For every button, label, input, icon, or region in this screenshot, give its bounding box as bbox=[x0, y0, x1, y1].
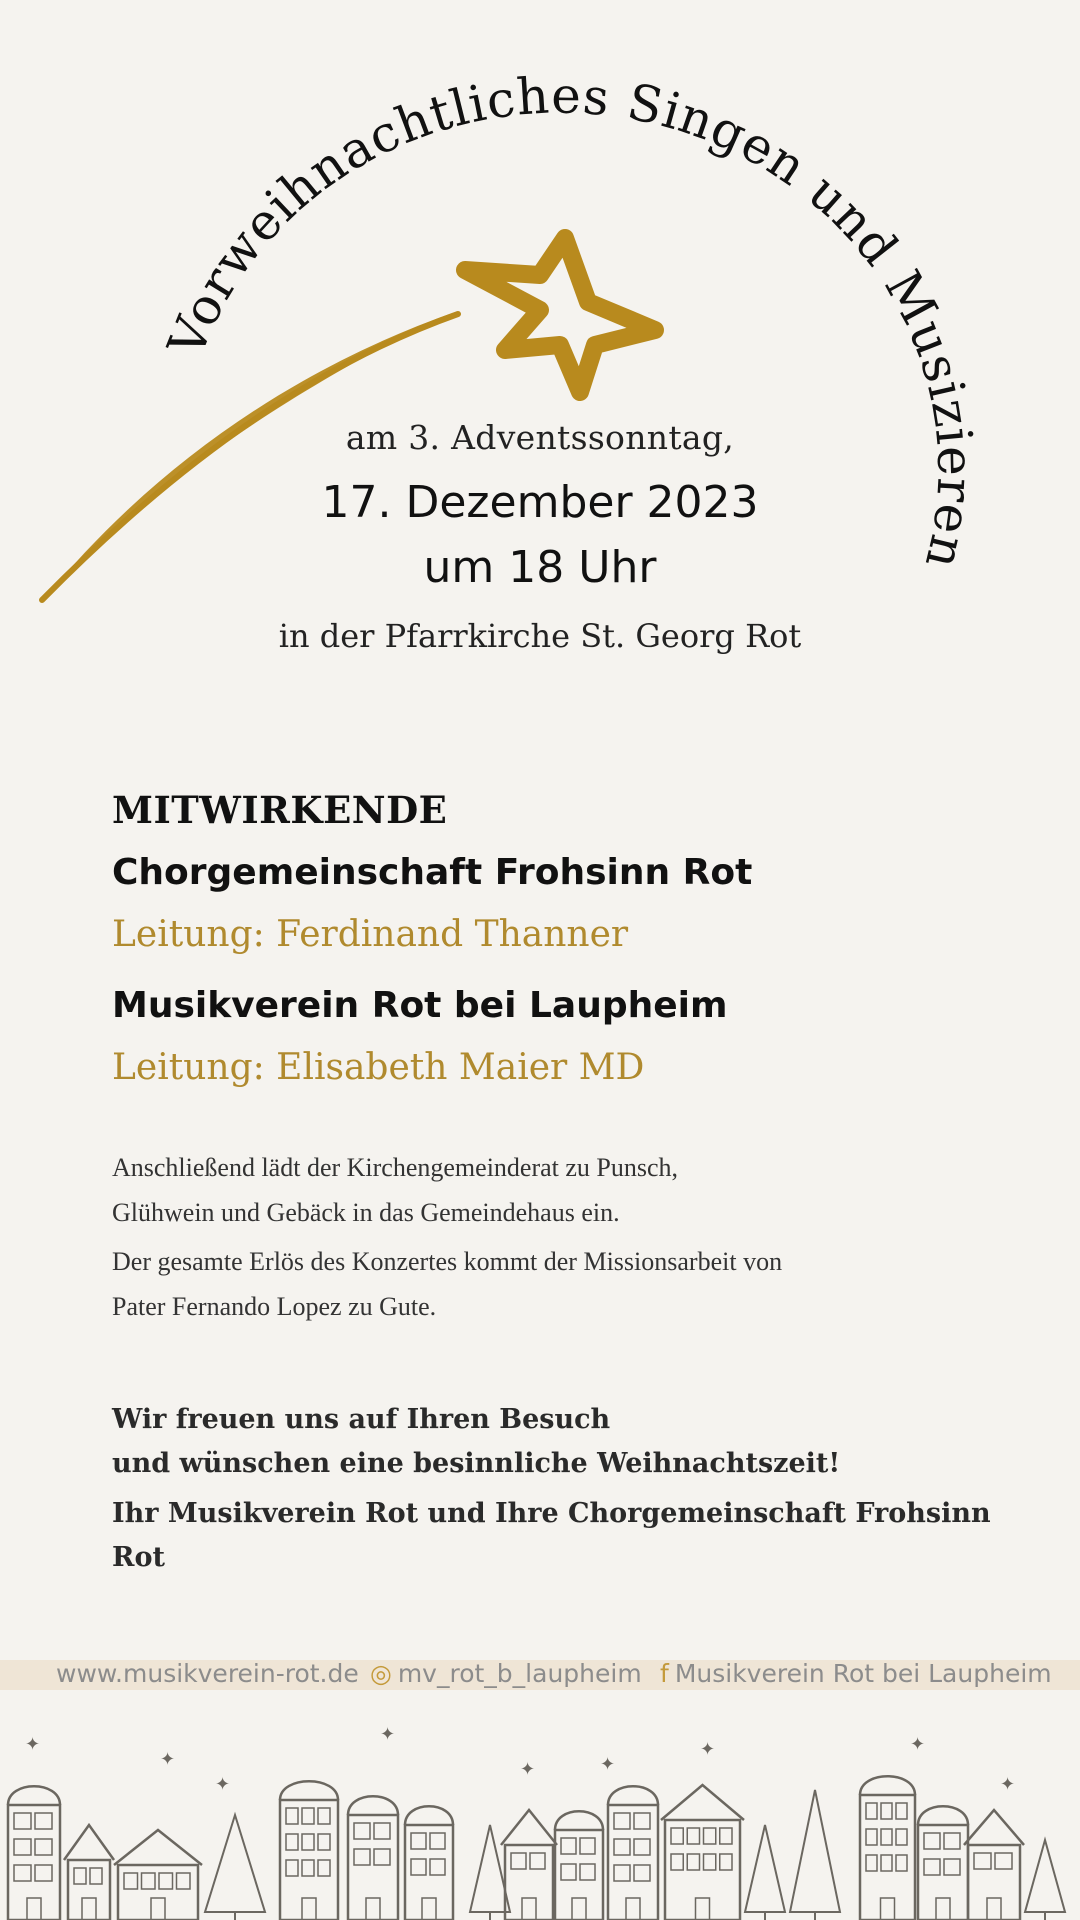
info-line: Anschließend lädt der Kirchengemeinderat zu Punsch, bbox=[112, 1153, 679, 1182]
info-line: Der gesamte Erlös des Konzertes kommt der Missionsarbeit von bbox=[112, 1247, 783, 1276]
sparkle-icon: ✦ bbox=[160, 1749, 176, 1770]
arc-title-text: Vorweihnachtliches Singen und Musizieren bbox=[156, 66, 985, 576]
house-icon bbox=[918, 1806, 968, 1920]
house-icon bbox=[555, 1811, 603, 1920]
facebook-link[interactable] bbox=[660, 1659, 1052, 1688]
event-location: in der Pfarrkirche St. Georg Rot bbox=[278, 617, 802, 655]
header-art bbox=[0, 0, 1080, 720]
sparkle-icon: ✦ bbox=[520, 1759, 536, 1780]
closing-line: Wir freuen uns auf Ihren Besuch bbox=[112, 1404, 611, 1435]
house-icon bbox=[661, 1785, 744, 1920]
sparkle-icon: ✦ bbox=[380, 1724, 396, 1745]
performer-leader: Leitung: Ferdinand Thanner bbox=[112, 914, 629, 955]
house-icon bbox=[280, 1781, 338, 1920]
house-icon bbox=[64, 1825, 114, 1920]
event-time: um 18 Uhr bbox=[423, 542, 657, 593]
subtitle: am 3. Adventssonntag, bbox=[345, 418, 735, 457]
sparkle-icon: ✦ bbox=[600, 1754, 616, 1775]
tree-icon bbox=[790, 1790, 840, 1920]
info-line: Glühwein und Gebäck in das Gemeindehaus ein. bbox=[112, 1198, 620, 1227]
house-icon bbox=[114, 1830, 202, 1920]
house-icon bbox=[501, 1810, 557, 1920]
sparkle-icon: ✦ bbox=[215, 1774, 231, 1795]
instagram-icon: ◎ bbox=[370, 1659, 392, 1688]
performers-heading: MITWIRKENDE bbox=[112, 788, 448, 832]
instagram-link[interactable] bbox=[370, 1659, 642, 1688]
facebook-name: Musikverein Rot bei Laupheim bbox=[674, 1659, 1052, 1688]
info-paragraph bbox=[112, 1145, 992, 1329]
instagram-handle: mv_rot_b_laupheim bbox=[397, 1659, 642, 1688]
performer-leader: Leitung: Elisabeth Maier MD bbox=[112, 1047, 645, 1088]
house-icon bbox=[348, 1796, 398, 1920]
house-icon bbox=[964, 1810, 1024, 1920]
house-icon bbox=[608, 1786, 658, 1920]
event-date: 17. Dezember 2023 bbox=[321, 477, 759, 528]
sparkle-icon: ✦ bbox=[25, 1734, 41, 1755]
house-icon bbox=[405, 1806, 453, 1920]
performer-name: Musikverein Rot bei Laupheim bbox=[112, 985, 728, 1026]
closing-paragraph bbox=[112, 1398, 1012, 1580]
performer-name: Chorgemeinschaft Frohsinn Rot bbox=[112, 852, 753, 893]
house-icon bbox=[860, 1776, 915, 1920]
info-line: Pater Fernando Lopez zu Gute. bbox=[112, 1292, 437, 1321]
tree-icon bbox=[1025, 1840, 1065, 1920]
sparkle-icon: ✦ bbox=[1000, 1774, 1016, 1795]
tree-icon bbox=[745, 1825, 785, 1920]
houses-illustration bbox=[0, 1720, 1080, 1920]
facebook-icon: f bbox=[660, 1659, 669, 1688]
star-icon bbox=[465, 238, 655, 392]
closing-line: und wünschen eine besinnliche Weihnachtszeit! bbox=[112, 1448, 841, 1479]
house-icon bbox=[8, 1786, 60, 1920]
website-link[interactable] bbox=[56, 1659, 359, 1688]
website-text: www.musikverein-rot.de bbox=[56, 1659, 359, 1688]
tree-icon bbox=[205, 1815, 265, 1920]
sparkle-icon: ✦ bbox=[700, 1739, 716, 1760]
sparkle-icon: ✦ bbox=[910, 1734, 926, 1755]
closing-signature: Ihr Musikverein Rot und Ihre Chorgemeinschaft Frohsinn Rot bbox=[112, 1498, 991, 1573]
